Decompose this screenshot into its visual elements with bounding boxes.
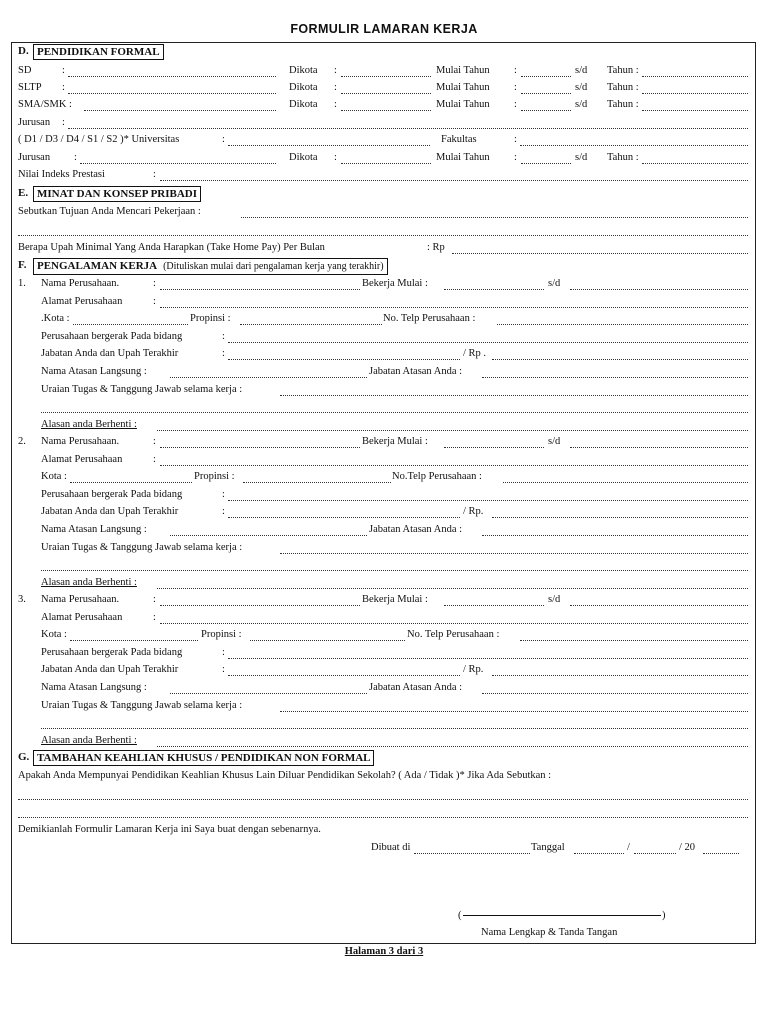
- industry-field[interactable]: [228, 330, 748, 343]
- section-letter: G.: [18, 751, 30, 763]
- supervisor-position-label: Jabatan Atasan Anda :: [369, 524, 463, 535]
- city-label: Kota :: [41, 629, 67, 640]
- supervisor-field[interactable]: [170, 523, 367, 536]
- section-letter: D.: [18, 45, 29, 57]
- section-f-heading: [18, 258, 750, 272]
- sd-separator: s/d: [575, 99, 588, 110]
- row-special-skill: [18, 769, 750, 783]
- school-name-field[interactable]: [84, 98, 276, 111]
- page-number: Halaman 3 dari 3: [344, 946, 424, 957]
- dikota-label: Dikota: [289, 82, 318, 93]
- upah-min-field[interactable]: [452, 241, 748, 254]
- section-letter: E.: [18, 187, 29, 199]
- edu-level-label: SD: [18, 65, 32, 76]
- position-field[interactable]: [228, 663, 460, 676]
- province-label: Propinsi :: [194, 471, 235, 482]
- colon: :: [334, 99, 337, 110]
- duties-field[interactable]: [280, 541, 748, 554]
- salary-label: / Rp.: [463, 664, 484, 675]
- special-skill-field-1[interactable]: [18, 787, 748, 800]
- sd-separator: s/d: [575, 152, 588, 163]
- row-special-2: [18, 805, 750, 819]
- ipk-label: Nilai Indeks Prestasi: [18, 169, 105, 180]
- duties-field-2[interactable]: [41, 558, 748, 571]
- dikota-label: Dikota: [289, 152, 318, 163]
- jurusan-label: Jurusan: [18, 152, 51, 163]
- industry-label: Perusahaan bergerak Pada bidang: [41, 489, 183, 500]
- industry-label: Perusahaan bergerak Pada bidang: [41, 331, 183, 342]
- paren-open: (: [458, 910, 462, 921]
- position-label: Jabatan Anda dan Upah Terakhir: [41, 506, 179, 517]
- supervisor-field[interactable]: [170, 365, 367, 378]
- row-universitas: [18, 133, 750, 147]
- exp-3-supervisor: [18, 681, 750, 695]
- day-field[interactable]: [574, 841, 624, 854]
- sd-separator: s/d: [548, 436, 561, 447]
- exp-1-address: [18, 295, 750, 309]
- supervisor-label: Nama Atasan Langsung :: [41, 366, 147, 377]
- section-d-heading: [18, 44, 750, 58]
- reason-label: Alasan anda Berhenti :: [41, 419, 137, 430]
- section-heading-text: PENDIDIKAN FORMAL: [37, 46, 160, 58]
- fakultas-field[interactable]: [520, 133, 748, 146]
- end-work-field[interactable]: [570, 593, 748, 606]
- colon: :: [514, 65, 517, 76]
- year-label: / 20: [679, 842, 696, 853]
- row-jurusan-univ: [18, 151, 750, 165]
- address-field[interactable]: [160, 611, 748, 624]
- row-sltp: [18, 81, 750, 95]
- university-field[interactable]: [228, 133, 430, 146]
- company-name-field[interactable]: [160, 593, 360, 606]
- supervisor-position-field[interactable]: [482, 365, 748, 378]
- city-label: .Kota :: [41, 313, 70, 324]
- section-heading: [33, 750, 374, 766]
- position-label: Jabatan Anda dan Upah Terakhir: [41, 348, 179, 359]
- end-year-field[interactable]: [642, 64, 748, 77]
- school-name-field[interactable]: [68, 64, 276, 77]
- exp-1-position: [18, 347, 750, 361]
- start-year-field[interactable]: [521, 98, 571, 111]
- supervisor-position-label: Jabatan Atasan Anda :: [369, 682, 463, 693]
- reason-field[interactable]: [157, 734, 748, 747]
- dikota-label: Dikota: [289, 65, 318, 76]
- salary-label: / Rp.: [463, 506, 484, 517]
- start-work-field[interactable]: [444, 593, 544, 606]
- end-year-field[interactable]: [642, 98, 748, 111]
- phone-label: No. Telp Perusahaan :: [383, 313, 476, 324]
- colon: :: [153, 594, 156, 605]
- province-field[interactable]: [243, 470, 391, 483]
- page-title: FORMULIR LAMARAN KERJA: [290, 22, 478, 36]
- special-skill-field-2[interactable]: [18, 805, 748, 818]
- colon: :: [62, 117, 65, 128]
- colon: :: [222, 489, 225, 500]
- start-year-label: Mulai Tahun: [436, 65, 490, 76]
- start-year-field[interactable]: [521, 81, 571, 94]
- section-heading: [33, 44, 164, 60]
- colon: :: [334, 82, 337, 93]
- row-special-1: [18, 787, 750, 801]
- year-field[interactable]: [703, 841, 739, 854]
- address-field[interactable]: [160, 453, 748, 466]
- colon: :: [153, 454, 156, 465]
- colon: :: [222, 331, 225, 342]
- duties-field[interactable]: [280, 699, 748, 712]
- province-label: Propinsi :: [201, 629, 242, 640]
- row-ipk: [18, 168, 750, 182]
- diploma-label: ( D1 / D3 / D4 / S1 / S2 )* Universitas: [18, 134, 180, 145]
- phone-label: No. Telp Perusahaan :: [407, 629, 500, 640]
- section-e-heading: [18, 186, 750, 200]
- province-field[interactable]: [250, 628, 405, 641]
- duties-field-2[interactable]: [41, 716, 748, 729]
- salary-label: / Rp .: [463, 348, 487, 359]
- end-work-field[interactable]: [570, 435, 748, 448]
- duties-field-2[interactable]: [41, 400, 748, 413]
- sd-separator: s/d: [575, 82, 588, 93]
- row-sd: [18, 64, 750, 78]
- colon: :: [153, 612, 156, 623]
- city-field[interactable]: [341, 64, 431, 77]
- industry-field[interactable]: [228, 488, 748, 501]
- exp-2-supervisor: [18, 523, 750, 537]
- section-heading-text: MINAT DAN KONSEP PRIBADI: [37, 188, 198, 200]
- supervisor-position-field[interactable]: [482, 523, 748, 536]
- end-year-label: Tahun :: [607, 152, 639, 163]
- jurusan-field[interactable]: [68, 116, 748, 129]
- exp-1-industry: [18, 330, 750, 344]
- salary-field[interactable]: [492, 347, 748, 360]
- section-g-heading: [18, 750, 750, 764]
- industry-label: Perusahaan bergerak Pada bidang: [41, 647, 183, 658]
- upah-min-label: Berapa Upah Minimal Yang Anda Harapkan (Take Home Pay) Per Bulan: [18, 242, 325, 253]
- slash: /: [627, 842, 630, 853]
- exp-2-duties: [18, 541, 750, 555]
- row-signature-caption: [18, 926, 750, 940]
- place-label: Dibuat di: [371, 842, 411, 853]
- row-tujuan-2: [18, 223, 750, 237]
- row-jurusan: [18, 116, 750, 130]
- exp-3-industry: [18, 646, 750, 660]
- exp-1-duties-2: [18, 400, 750, 414]
- exp-1-reason: [18, 418, 750, 432]
- start-work-field[interactable]: [444, 277, 544, 290]
- section-heading-text: TAMBAHAN KEAHLIAN KHUSUS / PENDIDIKAN NON FORMAL: [37, 752, 371, 764]
- colon: :: [222, 664, 225, 675]
- exp-2-reason: [18, 576, 750, 590]
- colon: :: [62, 65, 65, 76]
- paren-close: ): [662, 910, 666, 921]
- colon: :: [153, 169, 156, 180]
- experience-number: 3.: [18, 594, 26, 605]
- supervisor-position-field[interactable]: [482, 681, 748, 694]
- exp-1-duties: [18, 383, 750, 397]
- rp-label: : Rp: [427, 242, 445, 253]
- exp-2-company: [18, 435, 750, 449]
- city-field[interactable]: [341, 151, 431, 164]
- exp-2-city: [18, 470, 750, 484]
- start-year-label: Mulai Tahun: [436, 82, 490, 93]
- exp-2-duties-2: [18, 558, 750, 572]
- sd-separator: s/d: [548, 594, 561, 605]
- start-work-field[interactable]: [444, 435, 544, 448]
- company-name-label: Nama Perusahaan.: [41, 278, 120, 289]
- province-field[interactable]: [240, 312, 382, 325]
- special-skill-question: Apakah Anda Mempunyai Pendidikan Keahlian Khusus Lain Diluar Pendidikan Sekolah? ( Ada / Tidak )* Jika Ada Sebutkan :: [18, 770, 552, 781]
- end-year-label: Tahun :: [607, 99, 639, 110]
- place-field[interactable]: [414, 841, 530, 854]
- sd-separator: s/d: [575, 65, 588, 76]
- jurusan-label: Jurusan: [18, 117, 51, 128]
- end-year-label: Tahun :: [607, 82, 639, 93]
- city-field[interactable]: [341, 81, 431, 94]
- position-label: Jabatan Anda dan Upah Terakhir: [41, 664, 179, 675]
- position-field[interactable]: [228, 505, 460, 518]
- colon: :: [334, 152, 337, 163]
- colon: :: [514, 82, 517, 93]
- row-declaration: [18, 823, 750, 837]
- exp-2-industry: [18, 488, 750, 502]
- supervisor-field[interactable]: [170, 681, 367, 694]
- city-field[interactable]: [341, 98, 431, 111]
- phone-label: No.Telp Perusahaan :: [392, 471, 482, 482]
- colon: :: [334, 65, 337, 76]
- date-label: Tanggal: [531, 842, 565, 853]
- exp-2-address: [18, 453, 750, 467]
- section-note: (Dituliskan mulai dari pengalaman kerja yang terakhir): [163, 261, 384, 272]
- edu-level-label: SLTP: [18, 82, 42, 93]
- start-work-label: Bekerja Mulai :: [362, 436, 428, 447]
- exp-3-duties-2: [18, 716, 750, 730]
- city-field[interactable]: [70, 470, 192, 483]
- row-sma: [18, 98, 750, 112]
- address-label: Alamat Perusahaan: [41, 454, 123, 465]
- tujuan-label: Sebutkan Tujuan Anda Mencari Pekerjaan :: [18, 206, 201, 217]
- salary-field[interactable]: [492, 505, 748, 518]
- address-field[interactable]: [160, 295, 748, 308]
- industry-field[interactable]: [228, 646, 748, 659]
- row-tujuan: [18, 205, 750, 219]
- colon: :: [222, 647, 225, 658]
- phone-field[interactable]: [497, 312, 748, 325]
- supervisor-label: Nama Atasan Langsung :: [41, 682, 147, 693]
- supervisor-label: Nama Atasan Langsung :: [41, 524, 147, 535]
- duties-label: Uraian Tugas & Tanggung Jawab selama kerja :: [41, 700, 243, 711]
- exp-3-company: [18, 593, 750, 607]
- page-footer: [0, 946, 768, 957]
- row-upah-min: [18, 241, 750, 255]
- experience-number: 1.: [18, 278, 26, 289]
- declaration-text: Demikianlah Formulir Lamaran Kerja ini Saya buat dengan sebenarnya.: [18, 824, 321, 835]
- signature-line[interactable]: [463, 905, 661, 916]
- start-work-label: Bekerja Mulai :: [362, 278, 428, 289]
- exp-3-position: [18, 663, 750, 677]
- section-heading-text: PENGALAMAN KERJA: [37, 260, 158, 272]
- experience-number: 2.: [18, 436, 26, 447]
- exp-3-address: [18, 611, 750, 625]
- city-field[interactable]: [70, 628, 198, 641]
- colon: :: [153, 278, 156, 289]
- company-name-field[interactable]: [160, 435, 360, 448]
- colon: :: [153, 436, 156, 447]
- end-year-field[interactable]: [642, 151, 748, 164]
- section-heading: [33, 186, 201, 202]
- start-year-field[interactable]: [521, 151, 571, 164]
- month-field[interactable]: [634, 841, 676, 854]
- signature-caption: Nama Lengkap & Tanda Tangan: [481, 927, 618, 938]
- end-work-field[interactable]: [570, 277, 748, 290]
- reason-label: Alasan anda Berhenti :: [41, 577, 137, 588]
- salary-field[interactable]: [492, 663, 748, 676]
- ipk-field[interactable]: [160, 168, 748, 181]
- exp-3-city: [18, 628, 750, 642]
- colon: :: [514, 134, 517, 145]
- duties-label: Uraian Tugas & Tanggung Jawab selama kerja :: [41, 384, 243, 395]
- exp-1-city: [18, 312, 750, 326]
- colon: :: [514, 99, 517, 110]
- company-name-label: Nama Perusahaan.: [41, 436, 120, 447]
- start-year-label: Mulai Tahun: [436, 152, 490, 163]
- section-letter: F.: [18, 259, 27, 271]
- company-name-label: Nama Perusahaan.: [41, 594, 120, 605]
- row-date: [18, 841, 750, 855]
- city-label: Kota :: [41, 471, 67, 482]
- major-field[interactable]: [80, 151, 276, 164]
- edu-level-label: SMA/SMK :: [18, 99, 72, 110]
- supervisor-position-label: Jabatan Atasan Anda :: [369, 366, 463, 377]
- colon: :: [62, 82, 65, 93]
- reason-label: Alasan anda Berhenti :: [41, 735, 137, 746]
- address-label: Alamat Perusahaan: [41, 612, 123, 623]
- duties-label: Uraian Tugas & Tanggung Jawab selama kerja :: [41, 542, 243, 553]
- phone-field[interactable]: [503, 470, 748, 483]
- start-year-field[interactable]: [521, 64, 571, 77]
- start-work-label: Bekerja Mulai :: [362, 594, 428, 605]
- reason-field[interactable]: [157, 576, 748, 589]
- province-label: Propinsi :: [190, 313, 231, 324]
- city-field[interactable]: [73, 312, 188, 325]
- exp-1-company: [18, 277, 750, 291]
- phone-field[interactable]: [520, 628, 748, 641]
- colon: :: [222, 348, 225, 359]
- address-label: Alamat Perusahaan: [41, 296, 123, 307]
- end-year-field[interactable]: [642, 81, 748, 94]
- start-year-label: Mulai Tahun: [436, 99, 490, 110]
- exp-3-duties: [18, 699, 750, 713]
- exp-2-position: [18, 505, 750, 519]
- fakultas-label: Fakultas: [441, 134, 477, 145]
- exp-1-supervisor: [18, 365, 750, 379]
- school-name-field[interactable]: [68, 81, 276, 94]
- colon: :: [153, 296, 156, 307]
- colon: :: [222, 506, 225, 517]
- section-heading: [33, 258, 388, 275]
- dikota-label: Dikota: [289, 99, 318, 110]
- tujuan-field-2[interactable]: [18, 223, 748, 236]
- exp-3-reason: [18, 734, 750, 748]
- sd-separator: s/d: [548, 278, 561, 289]
- colon: :: [74, 152, 77, 163]
- duties-field[interactable]: [280, 383, 748, 396]
- end-year-label: Tahun :: [607, 65, 639, 76]
- company-name-field[interactable]: [160, 277, 360, 290]
- colon: :: [222, 134, 225, 145]
- position-field[interactable]: [228, 347, 460, 360]
- colon: :: [514, 152, 517, 163]
- reason-field[interactable]: [157, 418, 748, 431]
- tujuan-field[interactable]: [241, 205, 748, 218]
